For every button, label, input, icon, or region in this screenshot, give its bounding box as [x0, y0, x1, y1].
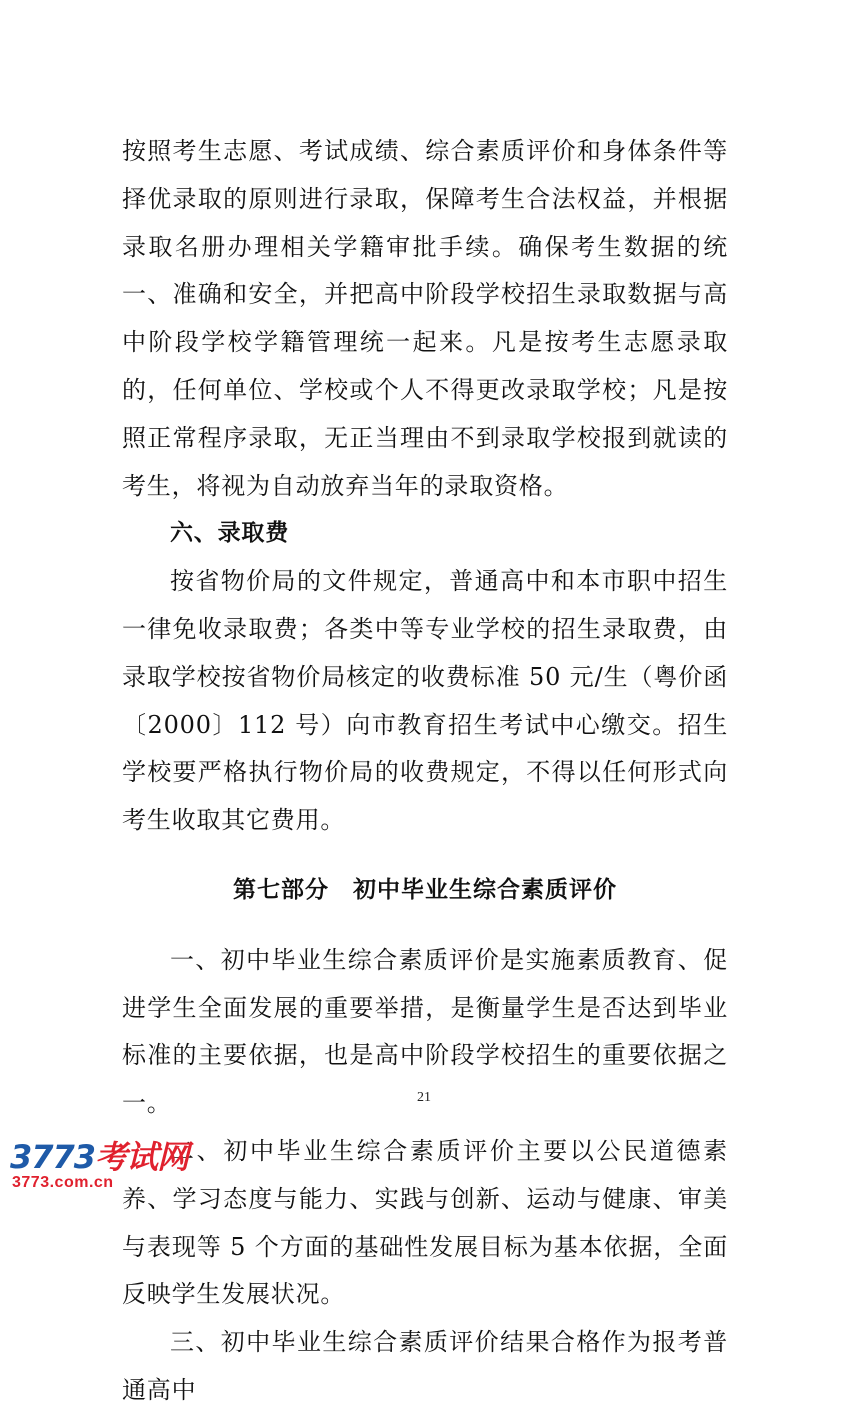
- paragraph-evaluation-2: 二、初中毕业生综合素质评价主要以公民道德素养、学习态度与能力、实践与创新、运动与健康、审美与表现等 5 个方面的基础性发展目标为基本依据，全面反映学生发展状况。: [122, 1136, 728, 1309]
- page-number: 21: [417, 1090, 431, 1105]
- section-heading-admission-fee: 六、录取费: [170, 520, 289, 547]
- paragraph-admission-fee: 按省物价局的文件规定，普通高中和本市职中招生一律免收录取费；各类中等专业学校的招生录取费，由录取学校按省物价局核定的收费标准 50 元/生（粤价函〔2000〕112 号）向市教育招生考试中心缴交。招生学校要严格执行物价局的收费规定，不得以任何形式向考生收取其它费用。: [122, 567, 728, 835]
- site-watermark: [10, 1140, 210, 1196]
- watermark-logo: [10, 1140, 210, 1174]
- paragraph-admission-principles: 按照考生志愿、考试成绩、综合素质评价和身体条件等择优录取的原则进行录取，保障考生合法权益，并根据录取名册办理相关学籍审批手续。确保考生数据的统一、准确和安全，并把高中阶段学校招生录取数据与高中阶段学校学籍管理统一起来。凡是按考生志愿录取的，任何单位、学校或个人不得更改录取学校；凡是按照正常程序录取，无正当理由不到录取学校报到就读的考生，将视为自动放弃当年的录取资格。: [122, 137, 728, 500]
- watermark-logo-number: 3773: [10, 1138, 96, 1176]
- watermark-logo-text: 考试网: [95, 1138, 189, 1176]
- part-title: 第七部分 初中毕业生综合素质评价: [233, 876, 617, 903]
- paragraph-evaluation-1: 一、初中毕业生综合素质评价是实施素质教育、促进学生全面发展的重要举措，是衡量学生是否达到毕业标准的主要依据，也是高中阶段学校招生的重要依据之一。: [122, 945, 728, 1118]
- paragraph-evaluation-3: 三、初中毕业生综合素质评价结果合格作为报考普通高中: [122, 1328, 728, 1404]
- page-content: [122, 128, 728, 1415]
- watermark-url: 3773.com.cn: [12, 1174, 114, 1191]
